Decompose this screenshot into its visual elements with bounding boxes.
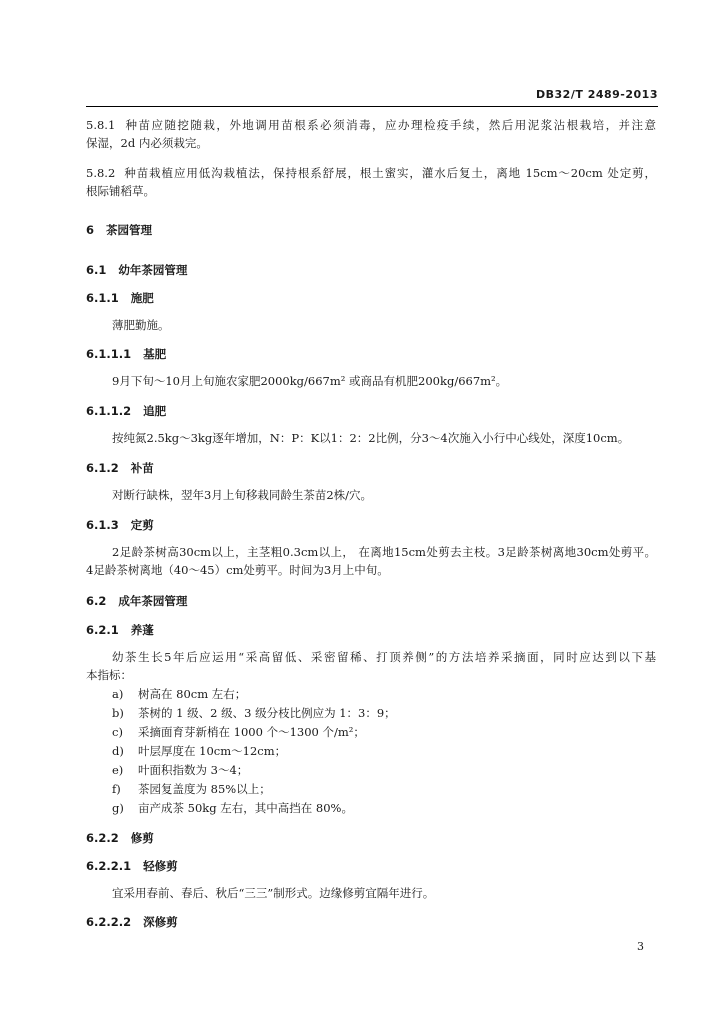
heading-6 [86,222,152,238]
heading-title: 成年茶园管理 [118,594,188,608]
heading-title: 修剪 [130,831,154,845]
clause-number: 5.8.1 [86,118,116,132]
paragraph-6-2-1-line-2: 本指标： [86,668,132,682]
list-item [112,801,656,816]
clause-5-8-1-line-1 [86,118,656,133]
heading-number: 6.1.1.1 [86,347,132,361]
heading-number: 6.1 [86,263,107,277]
paragraph-6-1-1: 薄肥勤施。 [112,318,170,332]
heading-6-1-1-2 [86,403,166,419]
list-item [112,744,656,759]
heading-title: 追肥 [143,404,167,418]
list-item-text: 亩产成茶 50kg 左右，其中高挡在 80%。 [138,801,353,815]
list-item-text: 茶树的 1 级、2 级、3 级分枝比例应为 1：3：9； [138,706,396,720]
list-item-label: b) [112,706,124,720]
heading-number: 6.2.2.2 [86,915,132,929]
heading-number: 6.2 [86,594,107,608]
heading-title: 养蓬 [130,623,154,637]
heading-title: 施肥 [130,291,154,305]
heading-6-2-1 [86,622,154,638]
list-item-text: 叶面积指数为 3～4； [138,763,249,777]
list-item-label: c) [112,725,123,739]
paragraph-6-2-2-1: 宜采用春前、春后、秋后“三三”制形式。边缘修剪宜隔年进行。 [112,886,435,900]
heading-title: 基肥 [143,347,167,361]
heading-6-2 [86,593,187,609]
list-item-label: e) [112,763,124,777]
list-item [112,687,656,702]
heading-number: 6.1.1 [86,291,119,305]
list-item-text: 树高在 80cm 左右； [138,687,247,701]
list-item [112,763,656,778]
heading-6-2-2-1 [86,858,178,874]
heading-6-1-1-1 [86,346,166,362]
page-number: 3 [637,940,644,953]
paragraph-6-1-1-1: 9月下旬～10月上旬施农家肥2000kg/667m² 或商品有机肥200kg/667m²。 [112,374,508,388]
clause-5-8-1-line-2: 保湿，2d 内必须栽完。 [86,136,208,150]
heading-number: 6.2.2 [86,831,119,845]
list-item-label: a) [112,687,124,701]
heading-title: 幼年茶园管理 [118,263,188,277]
heading-6-1 [86,262,187,278]
paragraph-6-1-1-2: 按纯氮2.5kg～3kg逐年增加，N：P：K以1：2：2比例，分3～4次施入小行中心线处，深度10cm。 [112,431,630,445]
list-item-label: f) [112,782,121,796]
clause-text: 种苗应随挖随栽，外地调用苗根系必须消毒，应办理检疫手续，然后用泥浆沾根栽培，并注意 [125,118,656,132]
paragraph-6-2-1-line-1: 幼茶生长5年后应运用“采高留低、采密留稀、打顶养侧”的方法培养采摘面，同时应达到以下基 [112,650,656,664]
heading-title: 茶园管理 [106,223,153,237]
list-item-text: 采摘面育芽新梢在 1000 个～1300 个/m²； [138,725,365,739]
heading-number: 6.1.1.2 [86,404,132,418]
heading-6-2-2-2 [86,914,178,930]
list-item [112,706,656,721]
heading-number: 6 [86,223,95,237]
heading-title: 深修剪 [143,915,178,929]
heading-6-1-2 [86,460,154,476]
list-item-text: 叶层厚度在 10cm～12cm； [138,744,287,758]
clause-5-8-2-line-1 [86,166,656,181]
paragraph-6-1-2: 对断行缺株，翌年3月上旬移栽同龄生茶苗2株/穴。 [112,488,373,502]
heading-6-2-2 [86,830,154,846]
heading-number: 6.1.2 [86,461,119,475]
paragraph-6-1-3-line-1: 2足龄茶树高30cm以上，主茎粗0.3cm以上， 在离地15cm处剪去主枝。3足龄茶树离地30cm处剪平。 [112,545,656,559]
header-rule [86,106,658,107]
clause-text: 种苗栽植应用低沟栽植法，保持根系舒展，根土蜜实，灌水后复土，离地 15cm～20cm 处定剪， [124,166,657,180]
heading-6-1-1 [86,290,154,306]
heading-title: 补苗 [130,461,154,475]
heading-number: 6.2.2.1 [86,859,132,873]
clause-number: 5.8.2 [86,166,116,180]
heading-number: 6.2.1 [86,623,119,637]
heading-title: 轻修剪 [143,859,178,873]
list-item-label: g) [112,801,124,815]
list-item-text: 茶园复盖度为 85%以上； [138,782,271,796]
heading-number: 6.1.3 [86,518,119,532]
list-item [112,725,656,740]
standard-code: DB32/T 2489-2013 [536,88,658,101]
heading-6-1-3 [86,517,154,533]
clause-5-8-2-line-2: 根际铺稻草。 [86,184,155,198]
paragraph-6-1-3-line-2: 4足龄茶树离地（40～45）cm处剪平。时间为3月上中旬。 [86,563,389,577]
list-item [112,782,656,797]
list-item-label: d) [112,744,124,758]
heading-title: 定剪 [130,518,154,532]
